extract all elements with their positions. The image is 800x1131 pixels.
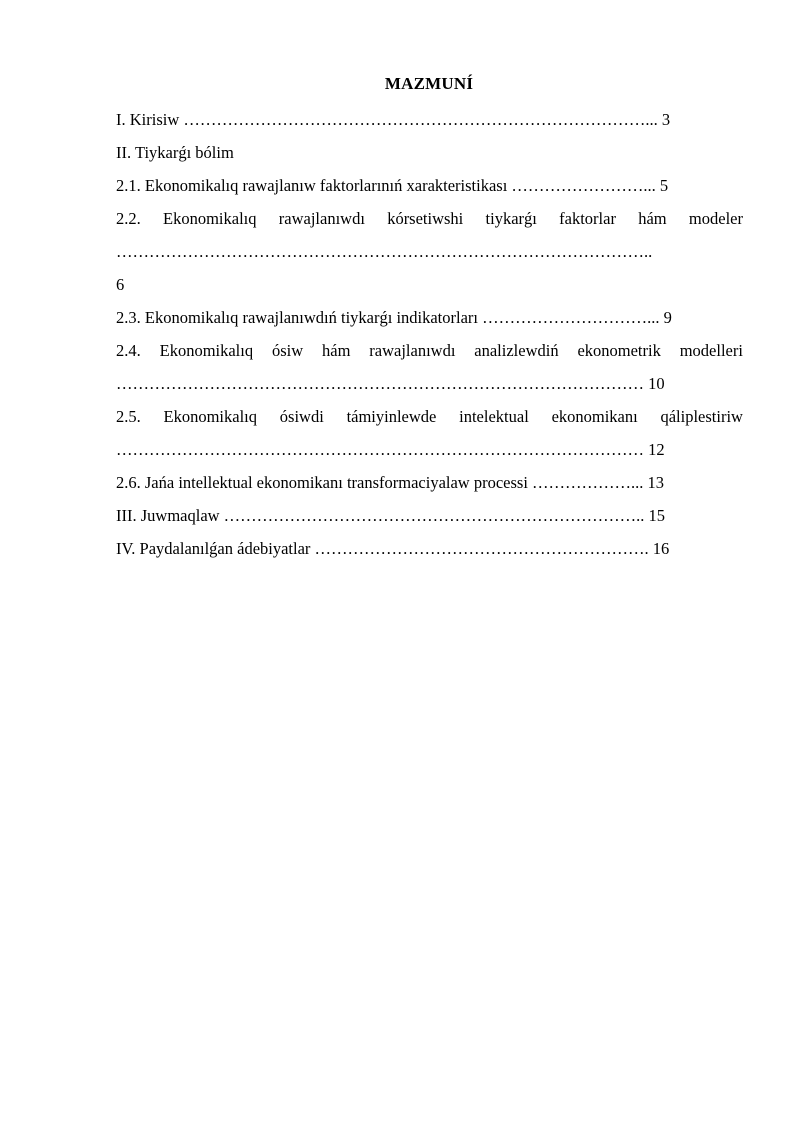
toc-page-number: 6 [116, 275, 125, 294]
page-title: MAZMUNÍ [384, 74, 474, 93]
toc-word: hám [322, 341, 351, 360]
toc-word: Ekonomikalıq [159, 341, 254, 360]
toc-entry-2-1: 2.1. Ekonomikalıq rawajlanıw faktorlarınıń xarakteristikası ……………………... 5 [116, 176, 669, 195]
toc-word: kórsetiwshi [387, 209, 464, 228]
toc-word: ekonometrik [577, 341, 661, 360]
toc-entry-2-2 [116, 207, 743, 230]
toc-entry-main-part: II. Tiykarǵı bólim [116, 143, 234, 162]
toc-entry-introduction: I. Kirisiw …………………………………………………………………………... 3 [116, 110, 671, 129]
toc-word: 2.2. [116, 209, 141, 228]
toc-word: hám [638, 209, 667, 228]
toc-entry-references: IV. Paydalanılǵan ádebiyatlar ……………………………………………………. 16 [116, 539, 670, 558]
toc-word: támiyinlewde [346, 407, 437, 426]
toc-word: tiykarǵı [485, 209, 537, 228]
toc-dot-leader: …………………………………………………………………………………….. [116, 242, 653, 261]
toc-entry-2-4 [116, 339, 743, 362]
toc-word: Ekonomikalıq [163, 209, 257, 228]
toc-entry-conclusion: III. Juwmaqlaw ………………………………………………………………….. 15 [116, 506, 666, 525]
toc-entry-2-3: 2.3. Ekonomikalıq rawajlanıwdıń tiykarǵı indikatorları …………………………... 9 [116, 308, 672, 327]
toc-word: ekonomikanı [551, 407, 638, 426]
toc-word: modeler [688, 209, 743, 228]
toc-word: rawajlanıwdı [369, 341, 456, 360]
toc-word: analizlewdiń [474, 341, 559, 360]
toc-dot-leader: …………………………………………………………………………………… 10 [116, 374, 665, 393]
toc-word: Ekonomikalıq [163, 407, 258, 426]
toc-entry-2-5 [116, 405, 743, 428]
toc-word: 2.4. [116, 341, 141, 360]
toc-word: 2.5. [116, 407, 141, 426]
toc-word: ósiwdi [279, 407, 324, 426]
toc-word: qáliplestiriw [660, 407, 743, 426]
toc-dot-leader: …………………………………………………………………………………… 12 [116, 440, 665, 459]
table-of-contents [116, 108, 743, 570]
toc-word: ósiw [271, 341, 304, 360]
toc-word: modelleri [679, 341, 743, 360]
toc-word: intelektual [459, 407, 529, 426]
toc-word: rawajlanıwdı [278, 209, 365, 228]
toc-word: faktorlar [559, 209, 616, 228]
toc-entry-2-6: 2.6. Jańa intellektual ekonomikanı transformaciyalaw processi ………………... 13 [116, 473, 665, 492]
